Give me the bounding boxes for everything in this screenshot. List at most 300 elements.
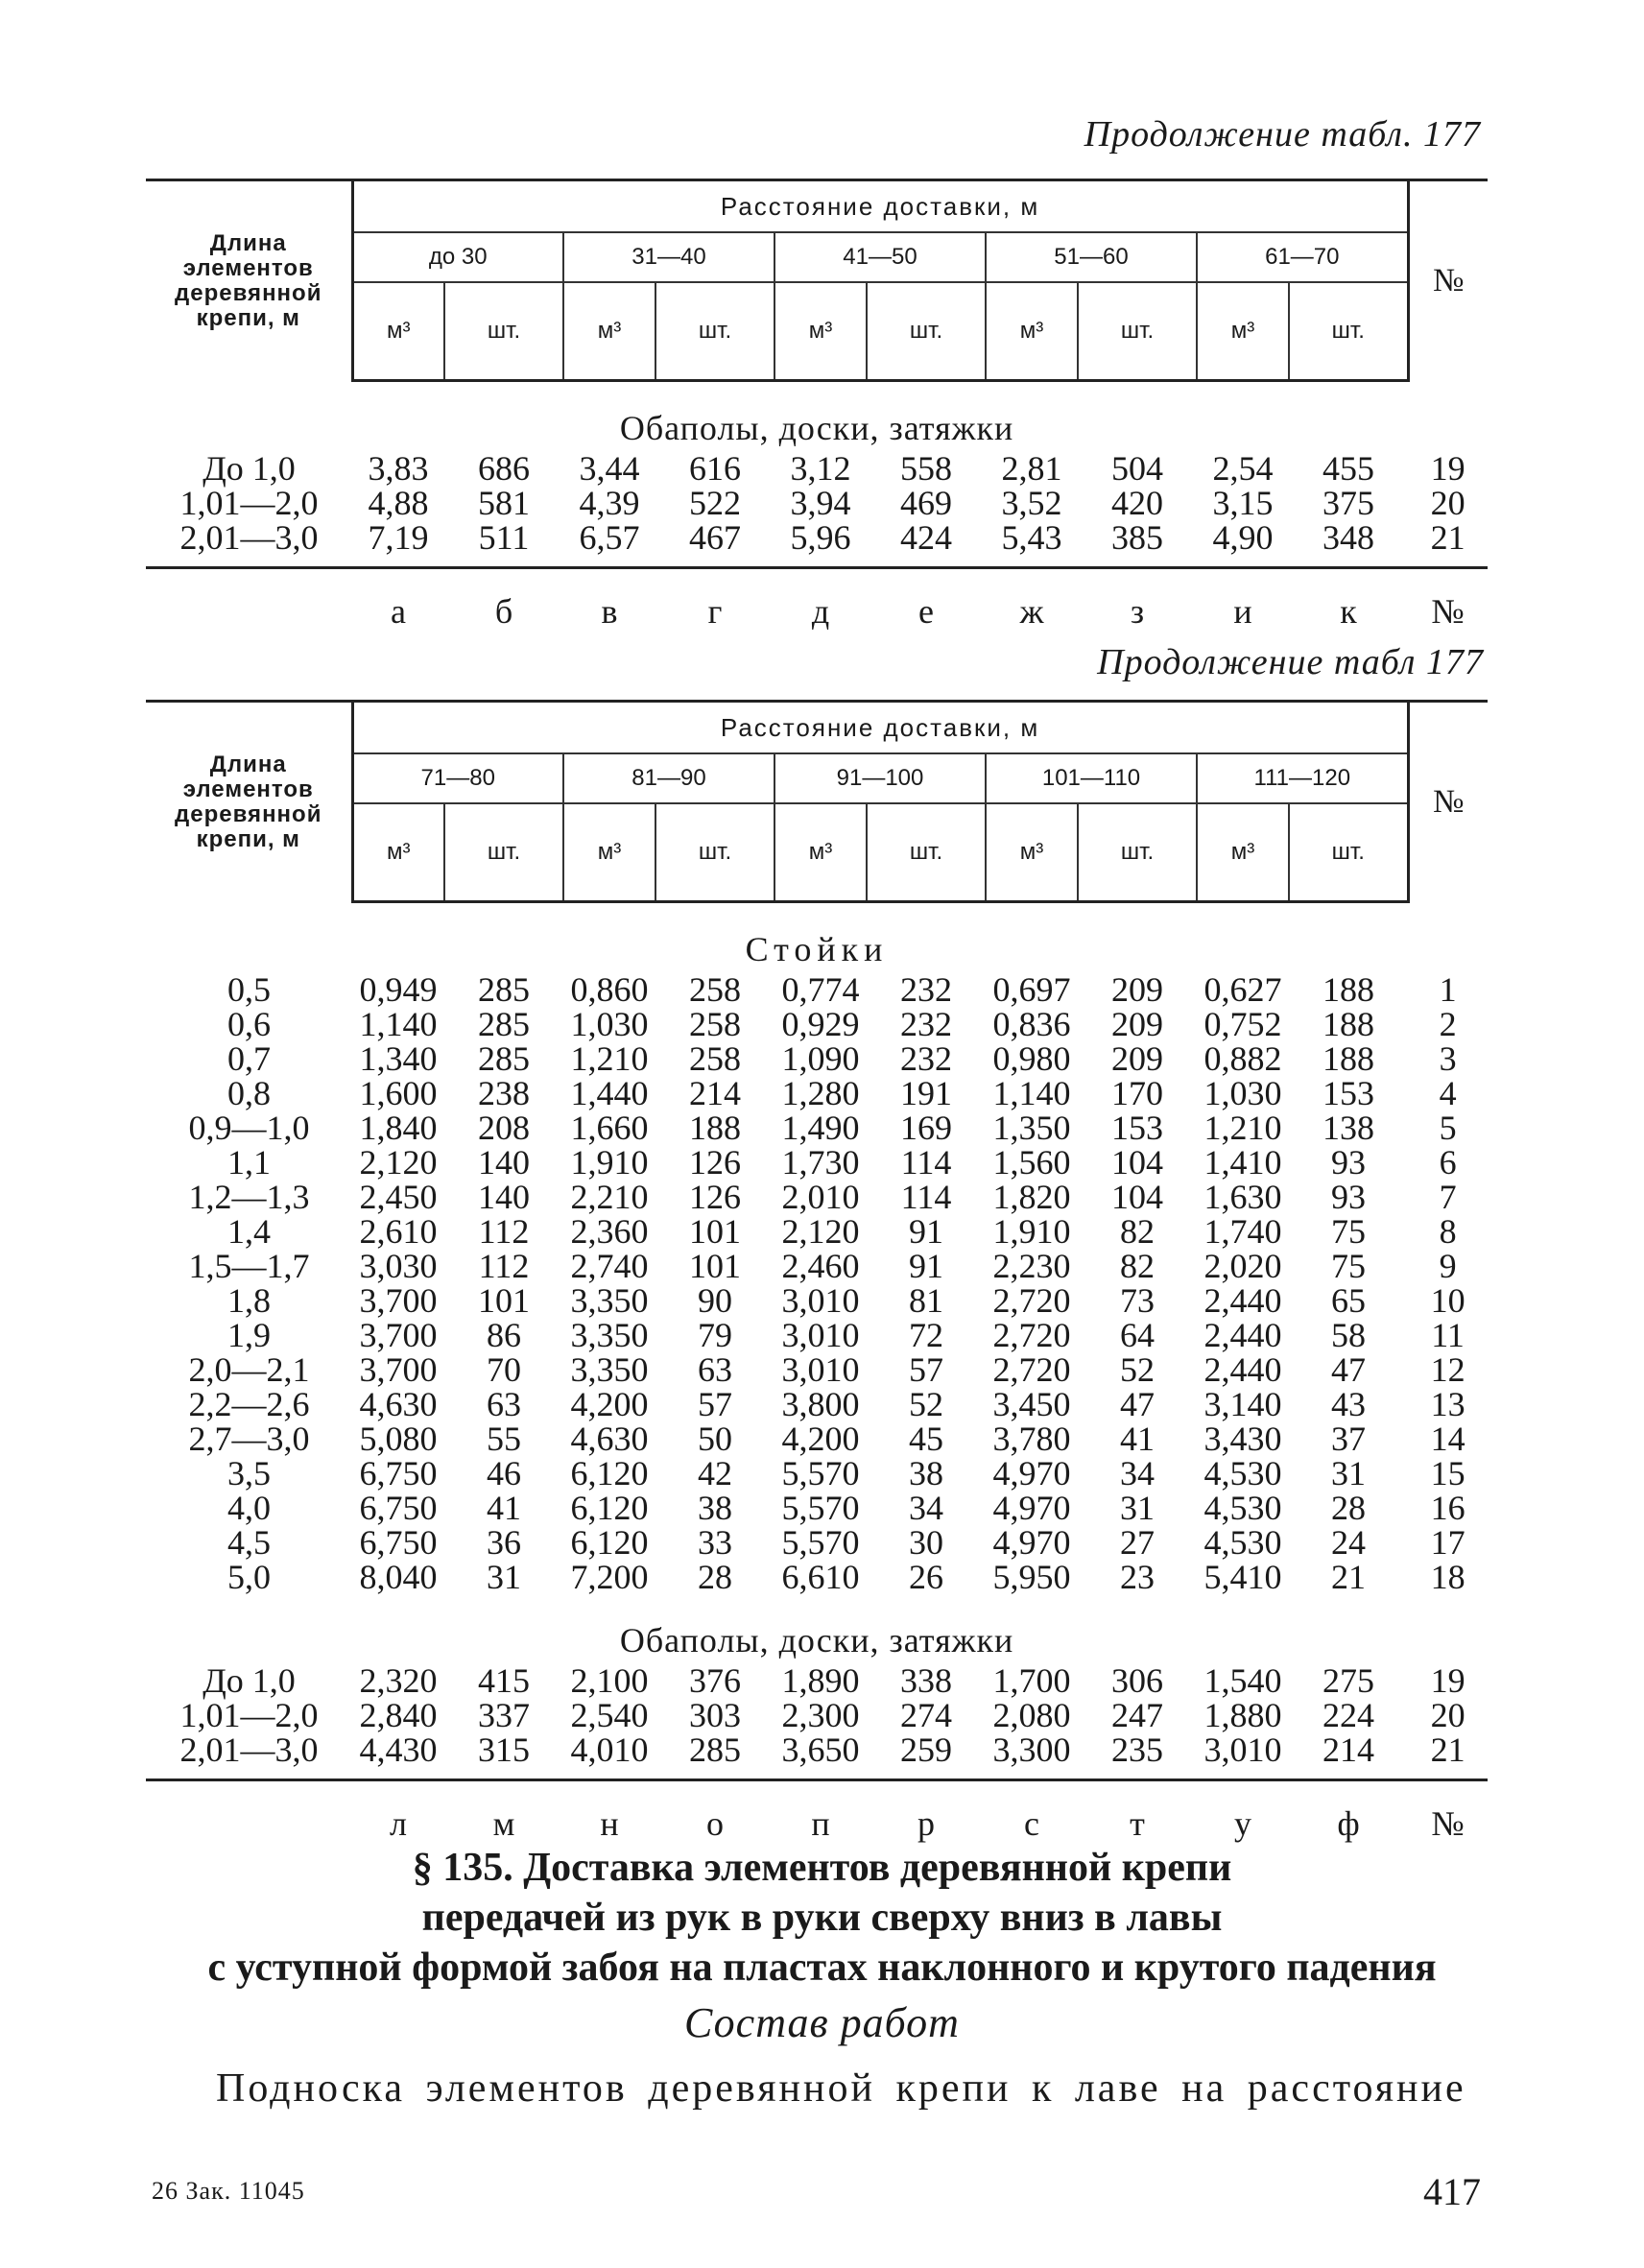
cell-m3: 1,210 xyxy=(570,1039,649,1078)
cell-m3: 3,010 xyxy=(781,1316,860,1354)
unit-header-m3: м³ xyxy=(774,282,867,381)
cell-sht: 415 xyxy=(478,1661,530,1700)
cell-length: 1,4 xyxy=(227,1212,271,1251)
cell-m3: 1,910 xyxy=(992,1212,1071,1251)
cell-number: 9 xyxy=(1439,1247,1457,1285)
cell-sht: 188 xyxy=(1322,1005,1375,1043)
cell-number: 14 xyxy=(1430,1420,1465,1458)
cell-m3: 2,440 xyxy=(1203,1350,1282,1389)
cell-sht: 31 xyxy=(1331,1454,1367,1492)
cell-m3: 6,750 xyxy=(359,1454,438,1492)
cell-m3: 2,100 xyxy=(570,1661,649,1700)
cell-number: 19 xyxy=(1430,1661,1465,1700)
distance-group-header: 41—50 xyxy=(774,232,986,282)
cell-sht: 57 xyxy=(909,1350,943,1389)
cell-number: 20 xyxy=(1430,484,1465,522)
cell-sht: 153 xyxy=(1322,1074,1375,1112)
table-row xyxy=(146,1110,1488,1145)
cell-m3: 1,280 xyxy=(781,1074,860,1112)
cell-m3: 4,970 xyxy=(992,1523,1071,1562)
cell-length: 0,9—1,0 xyxy=(188,1109,310,1147)
cell-sht: 101 xyxy=(478,1281,530,1320)
cell-sht: 214 xyxy=(1322,1731,1375,1769)
cell-length: 1,9 xyxy=(227,1316,271,1354)
cell-number: 12 xyxy=(1430,1350,1465,1389)
cell-number: 20 xyxy=(1430,1696,1465,1734)
cell-sht: 274 xyxy=(900,1696,952,1734)
cell-m3: 4,530 xyxy=(1203,1489,1282,1527)
cell-m3: 4,970 xyxy=(992,1489,1071,1527)
cell-sht: 57 xyxy=(698,1385,732,1423)
unit-header-m3: м³ xyxy=(352,803,444,902)
unit-header-m3: м³ xyxy=(563,803,655,902)
section-title-line-1: § 135. Доставка элементов деревянной крепи xyxy=(412,1846,1232,1890)
cell-sht: 188 xyxy=(1322,970,1375,1009)
cell-m3: 3,650 xyxy=(781,1731,860,1769)
column-letter: д xyxy=(774,568,867,630)
cell-sht: 259 xyxy=(900,1731,952,1769)
cell-sht: 420 xyxy=(1111,484,1163,522)
column-letter: п xyxy=(774,1780,867,1842)
unit-header-sht: шт. xyxy=(1289,282,1408,381)
cell-m3: 3,350 xyxy=(570,1281,649,1320)
cell-length: 2,2—2,6 xyxy=(188,1385,310,1423)
table-row xyxy=(146,1732,1488,1780)
cell-sht: 75 xyxy=(1331,1212,1367,1251)
letters-empty xyxy=(146,1780,352,1842)
cell-length: 1,01—2,0 xyxy=(179,484,319,522)
cell-m3: 0,752 xyxy=(1203,1005,1282,1043)
cell-m3: 7,19 xyxy=(368,518,429,557)
cell-m3: 0,627 xyxy=(1203,970,1282,1009)
cell-sht: 43 xyxy=(1331,1385,1367,1423)
cell-sht: 258 xyxy=(689,970,741,1009)
distance-group-header: до 30 xyxy=(352,232,563,282)
cell-length: 1,5—1,7 xyxy=(188,1247,310,1285)
cell-m3: 2,720 xyxy=(992,1350,1071,1389)
cell-m3: 1,490 xyxy=(781,1109,860,1147)
cell-length: 3,5 xyxy=(227,1454,271,1492)
cell-sht: 348 xyxy=(1322,518,1375,557)
cell-sht: 101 xyxy=(689,1247,741,1285)
table-row xyxy=(146,1214,1488,1249)
distance-group-header: 61—70 xyxy=(1197,232,1408,282)
table-row xyxy=(146,520,1488,568)
cell-m3: 4,530 xyxy=(1203,1454,1282,1492)
cell-sht: 90 xyxy=(698,1281,732,1320)
table-row xyxy=(146,1007,1488,1041)
cell-sht: 30 xyxy=(909,1523,943,1562)
cell-m3: 1,660 xyxy=(570,1109,649,1147)
cell-sht: 114 xyxy=(900,1178,952,1216)
section-row xyxy=(146,902,1488,973)
cell-length: 2,01—3,0 xyxy=(179,1731,319,1769)
table-continuation-1 xyxy=(146,179,1488,629)
cell-m3: 0,836 xyxy=(992,1005,1071,1043)
cell-sht: 469 xyxy=(900,484,952,522)
cell-m3: 2,540 xyxy=(570,1696,649,1734)
cell-sht: 338 xyxy=(900,1661,952,1700)
cell-m3: 7,200 xyxy=(570,1558,649,1596)
cell-sht: 50 xyxy=(698,1420,732,1458)
column-letter: г xyxy=(655,568,774,630)
cell-sht: 36 xyxy=(487,1523,521,1562)
cell-sht: 424 xyxy=(900,518,952,557)
column-letter: р xyxy=(867,1780,986,1842)
unit-header-m3: м³ xyxy=(774,803,867,902)
cell-m3: 2,440 xyxy=(1203,1281,1282,1320)
section-title-line-2: передачей из рук в руки сверху вниз в лавы xyxy=(421,1896,1223,1940)
cell-sht: 232 xyxy=(900,1039,952,1078)
cell-sht: 75 xyxy=(1331,1247,1367,1285)
table-row xyxy=(146,1180,1488,1214)
cell-sht: 126 xyxy=(689,1143,741,1182)
cell-sht: 93 xyxy=(1331,1143,1367,1182)
cell-sht: 214 xyxy=(689,1074,741,1112)
cell-length: 1,2—1,3 xyxy=(188,1178,310,1216)
cell-number: 2 xyxy=(1439,1005,1457,1043)
cell-sht: 58 xyxy=(1331,1316,1367,1354)
table-continuation-2 xyxy=(146,700,1488,1841)
section-row xyxy=(146,1594,1488,1663)
cell-sht: 140 xyxy=(478,1143,530,1182)
table-row xyxy=(146,1283,1488,1318)
table-row xyxy=(146,1076,1488,1110)
cell-m3: 1,350 xyxy=(992,1109,1071,1147)
cell-m3: 2,320 xyxy=(359,1661,438,1700)
cell-sht: 285 xyxy=(689,1731,741,1769)
cell-m3: 2,54 xyxy=(1212,449,1274,488)
cell-sht: 315 xyxy=(478,1731,530,1769)
unit-header-sht: шт. xyxy=(867,803,986,902)
cell-m3: 1,890 xyxy=(781,1661,860,1700)
cell-m3: 2,230 xyxy=(992,1247,1071,1285)
cell-sht: 375 xyxy=(1322,484,1375,522)
column-header-length: Длина элементов деревянной крепи, м xyxy=(146,702,352,902)
cell-m3: 3,350 xyxy=(570,1316,649,1354)
cell-sht: 81 xyxy=(909,1281,943,1320)
unit-header-sht: шт. xyxy=(867,282,986,381)
cell-sht: 504 xyxy=(1111,449,1163,488)
distance-group-header: 51—60 xyxy=(986,232,1197,282)
cell-m3: 2,360 xyxy=(570,1212,649,1251)
cell-sht: 170 xyxy=(1111,1074,1163,1112)
cell-number: 7 xyxy=(1439,1178,1457,1216)
cell-m3: 1,600 xyxy=(359,1074,438,1112)
unit-header-m3: м³ xyxy=(986,282,1078,381)
table-row xyxy=(146,1387,1488,1421)
cell-sht: 34 xyxy=(909,1489,943,1527)
cell-m3: 5,570 xyxy=(781,1454,860,1492)
cell-m3: 6,610 xyxy=(781,1558,860,1596)
unit-header-sht: шт. xyxy=(444,282,563,381)
cell-m3: 2,210 xyxy=(570,1178,649,1216)
cell-m3: 2,080 xyxy=(992,1696,1071,1734)
column-letter: е xyxy=(867,568,986,630)
cell-m3: 3,430 xyxy=(1203,1420,1282,1458)
cell-m3: 3,030 xyxy=(359,1247,438,1285)
column-letters-row xyxy=(146,568,1488,630)
table-row xyxy=(146,972,1488,1007)
cell-sht: 93 xyxy=(1331,1178,1367,1216)
cell-m3: 4,39 xyxy=(579,484,640,522)
cell-m3: 3,140 xyxy=(1203,1385,1282,1423)
cell-m3: 0,697 xyxy=(992,970,1071,1009)
cell-m3: 2,610 xyxy=(359,1212,438,1251)
cell-m3: 1,210 xyxy=(1203,1109,1282,1147)
cell-sht: 82 xyxy=(1120,1212,1155,1251)
cell-sht: 455 xyxy=(1322,449,1375,488)
cell-m3: 3,700 xyxy=(359,1350,438,1389)
unit-header-m3: м³ xyxy=(352,282,444,381)
cell-sht: 209 xyxy=(1111,970,1163,1009)
unit-header-m3: м³ xyxy=(1197,803,1289,902)
unit-header-sht: шт. xyxy=(1078,282,1197,381)
cell-sht: 91 xyxy=(909,1212,943,1251)
cell-number: 16 xyxy=(1430,1489,1465,1527)
cell-sht: 47 xyxy=(1331,1350,1367,1389)
print-order-note: 26 Зак. 11045 xyxy=(152,2177,305,2205)
cell-sht: 46 xyxy=(487,1454,521,1492)
cell-sht: 376 xyxy=(689,1661,741,1700)
cell-m3: 2,300 xyxy=(781,1696,860,1734)
cell-m3: 3,010 xyxy=(1203,1731,1282,1769)
cell-m3: 8,040 xyxy=(359,1558,438,1596)
cell-m3: 5,96 xyxy=(790,518,851,557)
cell-length: 4,0 xyxy=(227,1489,271,1527)
cell-sht: 169 xyxy=(900,1109,952,1147)
column-letter: ж xyxy=(986,568,1078,630)
cell-m3: 2,840 xyxy=(359,1696,438,1734)
section-row xyxy=(146,381,1488,452)
cell-sht: 52 xyxy=(1120,1350,1155,1389)
table-row xyxy=(146,486,1488,520)
table-row xyxy=(146,1560,1488,1594)
table-row xyxy=(146,451,1488,486)
cell-sht: 153 xyxy=(1111,1109,1163,1147)
cell-sht: 126 xyxy=(689,1178,741,1216)
column-letter: к xyxy=(1289,568,1408,630)
cell-length: 0,8 xyxy=(227,1074,271,1112)
cell-m3: 3,83 xyxy=(368,449,429,488)
table-row xyxy=(146,1145,1488,1180)
cell-sht: 70 xyxy=(487,1350,521,1389)
table-row xyxy=(146,1456,1488,1491)
cell-sht: 63 xyxy=(487,1385,521,1423)
cell-m3: 4,430 xyxy=(359,1731,438,1769)
cell-sht: 581 xyxy=(478,484,530,522)
cell-sht: 47 xyxy=(1120,1385,1155,1423)
cell-m3: 1,030 xyxy=(1203,1074,1282,1112)
cell-number: 10 xyxy=(1430,1281,1465,1320)
cell-sht: 73 xyxy=(1120,1281,1155,1320)
cell-m3: 3,300 xyxy=(992,1731,1071,1769)
unit-header-m3: м³ xyxy=(1197,282,1289,381)
table-row xyxy=(146,1041,1488,1076)
cell-length: 1,1 xyxy=(227,1143,271,1182)
cell-sht: 24 xyxy=(1331,1523,1367,1562)
cell-length: 0,6 xyxy=(227,1005,271,1043)
cell-m3: 2,450 xyxy=(359,1178,438,1216)
cell-sht: 28 xyxy=(1331,1489,1367,1527)
cell-m3: 0,774 xyxy=(781,970,860,1009)
cell-sht: 65 xyxy=(1331,1281,1367,1320)
cell-m3: 5,950 xyxy=(992,1558,1071,1596)
cell-sht: 275 xyxy=(1322,1661,1375,1700)
cell-m3: 3,780 xyxy=(992,1420,1071,1458)
body-paragraph: Подноска элементов деревянной крепи к лаве на расстояние xyxy=(216,2066,1466,2111)
cell-sht: 79 xyxy=(698,1316,732,1354)
cell-sht: 72 xyxy=(909,1316,943,1354)
cell-m3: 1,700 xyxy=(992,1661,1071,1700)
cell-m3: 3,44 xyxy=(579,449,640,488)
cell-sht: 247 xyxy=(1111,1696,1163,1734)
cell-m3: 0,929 xyxy=(781,1005,860,1043)
column-letter: в xyxy=(563,568,655,630)
cell-number: 18 xyxy=(1430,1558,1465,1596)
cell-sht: 209 xyxy=(1111,1039,1163,1078)
cell-sht: 82 xyxy=(1120,1247,1155,1285)
cell-sht: 235 xyxy=(1111,1731,1163,1769)
cell-m3: 3,12 xyxy=(790,449,851,488)
cell-sht: 188 xyxy=(1322,1039,1375,1078)
cell-length: 5,0 xyxy=(227,1558,271,1596)
cell-sht: 37 xyxy=(1331,1420,1367,1458)
column-letter: у xyxy=(1197,1780,1289,1842)
cell-m3: 1,730 xyxy=(781,1143,860,1182)
cell-m3: 4,530 xyxy=(1203,1523,1282,1562)
column-letter: о xyxy=(655,1780,774,1842)
column-letter: и xyxy=(1197,568,1289,630)
cell-length: 1,01—2,0 xyxy=(179,1696,319,1734)
cell-m3: 1,740 xyxy=(1203,1212,1282,1251)
cell-number: 4 xyxy=(1439,1074,1457,1112)
cell-m3: 2,010 xyxy=(781,1178,860,1216)
cell-sht: 41 xyxy=(1120,1420,1155,1458)
letters-number-label: № xyxy=(1408,1780,1488,1842)
cell-sht: 616 xyxy=(689,449,741,488)
cell-m3: 0,980 xyxy=(992,1039,1071,1078)
cell-m3: 1,840 xyxy=(359,1109,438,1147)
cell-m3: 1,880 xyxy=(1203,1696,1282,1734)
unit-header-m3: м³ xyxy=(986,803,1078,902)
cell-sht: 232 xyxy=(900,970,952,1009)
cell-m3: 6,120 xyxy=(570,1523,649,1562)
cell-sht: 55 xyxy=(487,1420,521,1458)
cell-m3: 2,440 xyxy=(1203,1316,1282,1354)
cell-m3: 3,700 xyxy=(359,1316,438,1354)
cell-sht: 258 xyxy=(689,1039,741,1078)
column-header-distance: Расстояние доставки, м xyxy=(352,702,1408,754)
unit-header-sht: шт. xyxy=(655,282,774,381)
cell-m3: 3,15 xyxy=(1212,484,1274,522)
letters-empty xyxy=(146,568,352,630)
cell-m3: 1,030 xyxy=(570,1005,649,1043)
cell-sht: 385 xyxy=(1111,518,1163,557)
column-letter: б xyxy=(444,568,563,630)
cell-m3: 1,630 xyxy=(1203,1178,1282,1216)
cell-sht: 522 xyxy=(689,484,741,522)
cell-sht: 104 xyxy=(1111,1178,1163,1216)
cell-sht: 285 xyxy=(478,1039,530,1078)
unit-header-sht: шт. xyxy=(1289,803,1408,902)
cell-sht: 28 xyxy=(698,1558,732,1596)
cell-sht: 686 xyxy=(478,449,530,488)
cell-m3: 0,949 xyxy=(359,970,438,1009)
cell-m3: 1,820 xyxy=(992,1178,1071,1216)
table-row xyxy=(146,1318,1488,1352)
cell-length: До 1,0 xyxy=(203,449,296,488)
column-letter: ф xyxy=(1289,1780,1408,1842)
cell-number: 8 xyxy=(1439,1212,1457,1251)
column-letter: н xyxy=(563,1780,655,1842)
cell-m3: 6,750 xyxy=(359,1489,438,1527)
cell-m3: 3,450 xyxy=(992,1385,1071,1423)
cell-sht: 104 xyxy=(1111,1143,1163,1182)
cell-sht: 42 xyxy=(698,1454,732,1492)
cell-number: 21 xyxy=(1430,1731,1465,1769)
cell-sht: 52 xyxy=(909,1385,943,1423)
cell-m3: 6,57 xyxy=(579,518,640,557)
column-header-number: № xyxy=(1408,180,1488,381)
table-row xyxy=(146,1698,1488,1732)
table-row xyxy=(146,1491,1488,1525)
cell-m3: 1,410 xyxy=(1203,1143,1282,1182)
cell-m3: 4,200 xyxy=(781,1420,860,1458)
cell-m3: 4,970 xyxy=(992,1454,1071,1492)
distance-group-header: 91—100 xyxy=(774,753,986,803)
cell-m3: 1,910 xyxy=(570,1143,649,1182)
cell-sht: 191 xyxy=(900,1074,952,1112)
column-letter: т xyxy=(1078,1780,1197,1842)
cell-sht: 112 xyxy=(478,1247,530,1285)
cell-sht: 33 xyxy=(698,1523,732,1562)
cell-m3: 1,340 xyxy=(359,1039,438,1078)
column-letter: л xyxy=(352,1780,444,1842)
unit-header-sht: шт. xyxy=(1078,803,1197,902)
cell-m3: 6,750 xyxy=(359,1523,438,1562)
cell-m3: 6,120 xyxy=(570,1489,649,1527)
cell-sht: 64 xyxy=(1120,1316,1155,1354)
table-row xyxy=(146,1525,1488,1560)
cell-m3: 2,020 xyxy=(1203,1247,1282,1285)
section-title: Стойки xyxy=(745,930,889,968)
cell-sht: 511 xyxy=(478,518,530,557)
cell-m3: 1,140 xyxy=(359,1005,438,1043)
cell-sht: 224 xyxy=(1322,1696,1375,1734)
cell-sht: 209 xyxy=(1111,1005,1163,1043)
cell-m3: 2,720 xyxy=(992,1281,1071,1320)
cell-sht: 188 xyxy=(689,1109,741,1147)
column-header-number: № xyxy=(1408,702,1488,902)
cell-m3: 0,882 xyxy=(1203,1039,1282,1078)
cell-m3: 2,81 xyxy=(1001,449,1062,488)
cell-sht: 238 xyxy=(478,1074,530,1112)
cell-sht: 23 xyxy=(1120,1558,1155,1596)
cell-length: 1,8 xyxy=(227,1281,271,1320)
section-title: Обаполы, доски, затяжки xyxy=(619,1621,1014,1659)
table-row xyxy=(146,1352,1488,1387)
cell-m3: 4,88 xyxy=(368,484,429,522)
cell-m3: 4,630 xyxy=(359,1385,438,1423)
cell-m3: 5,410 xyxy=(1203,1558,1282,1596)
cell-number: 21 xyxy=(1430,518,1465,557)
cell-length: 0,7 xyxy=(227,1039,271,1078)
cell-sht: 63 xyxy=(698,1350,732,1389)
cell-sht: 31 xyxy=(487,1558,521,1596)
cell-m3: 1,540 xyxy=(1203,1661,1282,1700)
header-row xyxy=(146,180,1488,233)
